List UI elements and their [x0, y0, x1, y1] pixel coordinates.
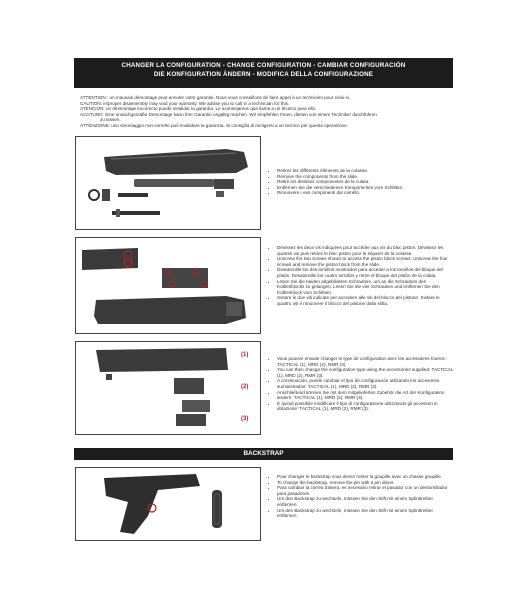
step2-it: • Svitare le due viti indicate per accedere alle viti del blocco del pistone. Svitare le quattro viti e rimuovere il blocco del pistone dalla slitta. [277, 295, 454, 306]
backstrap-fr: • Pour changer le backstrap vous devez retirer la goupille avec un chasse goupille. [277, 474, 454, 480]
step2-text [268, 245, 454, 307]
step3-text [268, 356, 454, 412]
title-line-2: DIE KONFIGURATION ÄNDERN - MODIFICA DELLA CONFIGURAZIONE [153, 70, 374, 78]
step1-it: • Rimuovere i vari componenti dal carrello. [277, 190, 454, 196]
step3-de: • Anschließend können Sie mit dem mitgelieferten Zubehör die Art der Konfiguration ändern: TACTICAL (1), MRD (2), RMR (3). [277, 390, 454, 401]
step1-en: • Remove the components from the slide. [277, 174, 454, 180]
backstrap-title-bar: BACKSTRAP [74, 448, 453, 460]
warning-fr: ATTENTION : un mauvais démontage peut annuler votre garantie. Nous vous conseillons de faire appel à un technicien pour celui-ci. [80, 95, 351, 100]
step1-text [268, 168, 454, 196]
backstrap-de: • Um den Backstrap zu wechseln, müssen Sie den Stift mit einem Splinttreiber entfernen. [277, 496, 454, 507]
warning-it: ATTENZIONE: uno smontaggio non corretto può invalidare la garanzia. Si consiglia di rivolgersi a un tecnico per questa operazione. [80, 122, 349, 128]
step2-de: • Lösen Sie die beiden abgebildeten Schrauben, um an die Schrauben des Kolbenblocks zu gelangen. Lösen Sie die vier Schrauben und entfernen Sie den Kolbenblock vom Schlitten. [277, 279, 454, 296]
backstrap-de-2: • Um den Backstrap zu wechseln, müssen Sie den Stift mit einem Splinttreiber entfernen. [277, 508, 454, 519]
backstrap-text [268, 474, 454, 519]
configuration-illustration [76, 342, 260, 434]
step1-es: • Retire los distintos componentes de la culata. [277, 179, 454, 185]
step3-fr: • Vous pouvez ensuite changer le type de configuration avec les accessoires fournis : TACTICAL (1), MRD (2), RMR (3). [277, 356, 454, 367]
step2-fr: • Dévissez les deux vis indiquées pour accéder aux vis du bloc piston. Dévissez les quatres vis puis retirez le bloc piston pour le séparer de la culasse. [277, 245, 454, 256]
backstrap-image-box [75, 467, 261, 541]
warning-es: ATENCIÓN: un desmontaje incorrecto puede invalidar la garantía. Le aconsejamos que llame a un técnico para ello. [80, 106, 317, 112]
config-label-1: (1) [241, 352, 249, 358]
step3-image-box [75, 341, 261, 435]
backstrap-es: • Para cambiar la correa trasera, es necesario retirar el pasador con un destornillador para pasadores. [277, 485, 454, 496]
step3-it: • È quindi possibile modificare il tipo di configurazione utilizzando gli accessori in dotazione: TACTICAL (1), MRD (2), RMR (3). [277, 401, 454, 412]
step2-en: • Unscrew the two screws shown to access the piston block screws. Unscrew the four screws and remove the piston block from the slide. [277, 256, 454, 267]
step1-de: • Entfernen Sie die verschiedenen Komponenten vom Schlitten. [277, 185, 454, 191]
step1-image-box [75, 136, 261, 230]
step3-es: • A continuación, puede cambiar el tipo de configuración utilizando los accesorios suministrados: TACTICAL (1), MRD (2), RMR (3). [277, 378, 454, 389]
backstrap-en: • To change the backstrap, remove the pin with a pin driver. [277, 480, 454, 486]
title-line-1: CHANGER LA CONFIGURATION - CHANGE CONFIGURATION - CAMBIAR CONFIGURACIÓN [121, 62, 406, 69]
warning-block [80, 95, 450, 129]
warning-de-cont: zu lassen. [100, 117, 121, 123]
step1-fr: • Retirez les différents éléments de la culasse. [277, 168, 454, 174]
warning-en: CAUTION: improper disassembly may void your warranty. We advise you to call in a technician for this. [80, 100, 290, 106]
piston-block-illustration [76, 238, 260, 333]
section-title-bar [74, 58, 453, 88]
step3-en: • You can then change the configuration type using the accessories supplied: TACTICAL (1), MRD (2), RMR (3). [277, 367, 454, 378]
warning-de: ACHTUNG: Eine unsachgemäße Demontage kann Ihre Garantie ungültig machen. Wir empfehlen Ihnen, diesen von einem Techniker durchführen [80, 111, 377, 117]
config-label-3: (3) [241, 416, 249, 422]
step2-image-box [75, 237, 261, 334]
pistol-backstrap-illustration [76, 468, 260, 540]
step2-es: • Desatornille los dos tornillos mostrados para acceder a los tornillos del bloque del pistón. Desatornille los cuatro tornillos y retire el bloque del pistón de la culata. [277, 267, 454, 278]
slide-parts-illustration [76, 137, 260, 229]
config-label-2: (2) [241, 384, 249, 390]
